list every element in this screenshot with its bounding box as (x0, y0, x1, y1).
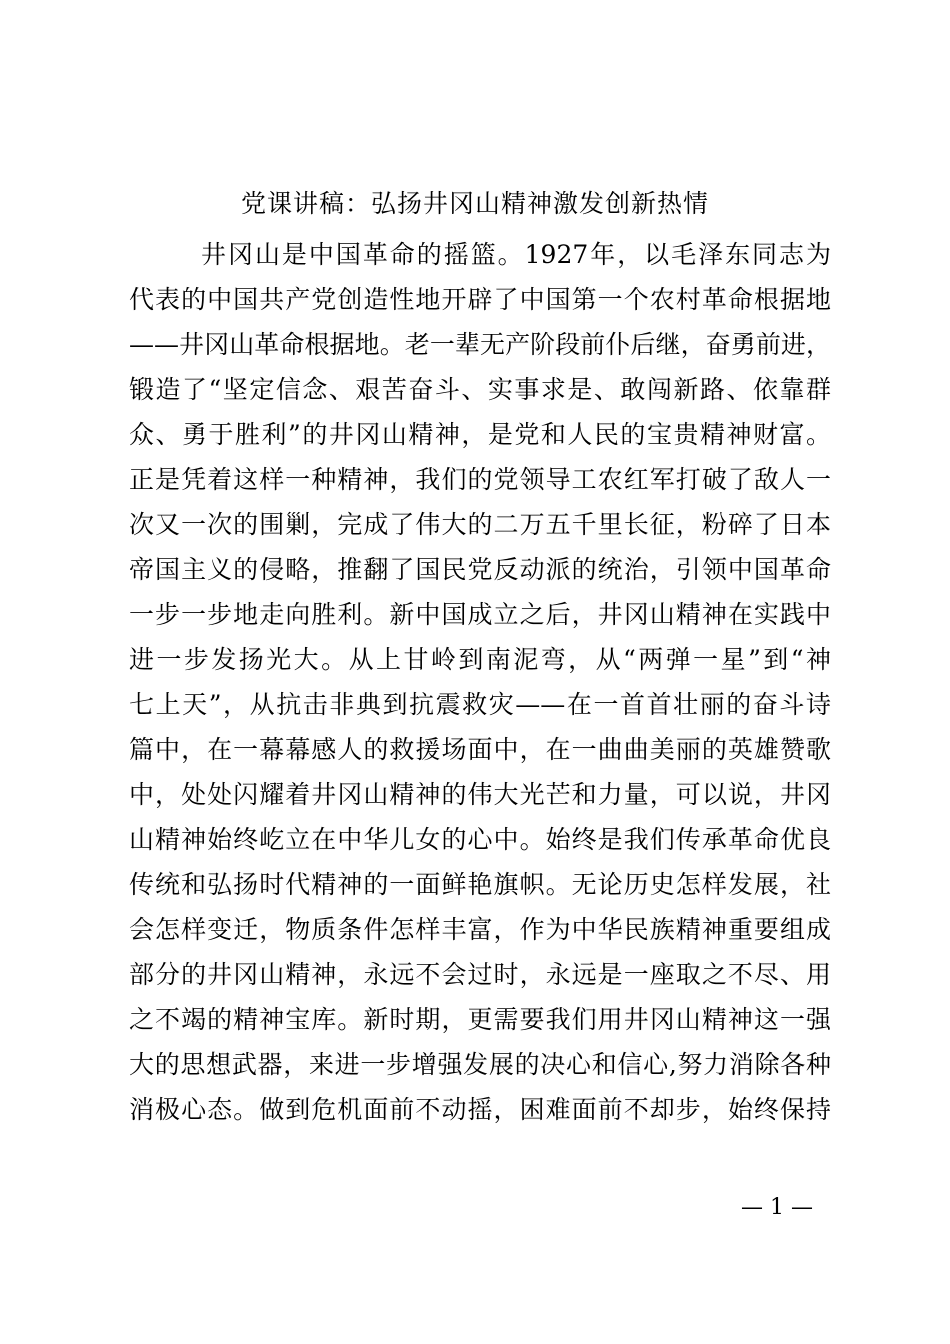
page-number: — 1 — (741, 1195, 813, 1220)
text-line: 传统和弘扬时代精神的一面鲜艳旗帜。无论历史怎样发展，社 (129, 870, 831, 899)
text-line: 消极心态。做到危机面前不动摇，困难面前不却步，始终保持 (129, 1095, 831, 1124)
text-line: 进一步发扬光大。从上甘岭到南泥弯，从“两弹一星”到“神 (129, 645, 831, 674)
text-line: 井冈山是中国革命的摇篮。1927年，以毛泽东同志为 (201, 240, 831, 269)
text-line: 众、勇于胜利”的井冈山精神，是党和人民的宝贵精神财富。 (129, 420, 831, 449)
body-text (129, 232, 831, 1132)
text-line: 中，处处闪耀着井冈山精神的伟大光芒和力量，可以说，井冈 (129, 780, 831, 809)
page-title: 党课讲稿：弘扬井冈山精神激发创新热情 (240, 189, 709, 218)
text-line: 正是凭着这样一种精神，我们的党领导工农红军打破了敌人一 (129, 465, 831, 494)
text-line: 大的思想武器，来进一步增强发展的决心和信心,努力消除各种 (129, 1050, 831, 1079)
text-line: 会怎样变迁，物质条件怎样丰富，作为中华民族精神重要组成 (129, 915, 831, 944)
text-line: 山精神始终屹立在中华儿女的心中。始终是我们传承革命优良 (129, 825, 831, 854)
text-line: 锻造了“坚定信念、艰苦奋斗、实事求是、敢闯新路、依靠群 (129, 375, 831, 404)
text-line: 部分的井冈山精神，永远不会过时，永远是一座取之不尽、用 (129, 960, 831, 989)
text-line: 次又一次的围剿，完成了伟大的二万五千里长征，粉碎了日本 (129, 510, 831, 539)
text-line: 七上天”，从抗击非典到抗震救灾——在一首首壮丽的奋斗诗 (129, 690, 831, 719)
text-line: ——井冈山革命根据地。老一辈无产阶段前仆后继，奋勇前进， (129, 330, 831, 359)
text-line: 篇中，在一幕幕感人的救援场面中，在一曲曲美丽的英雄赞歌 (129, 735, 831, 764)
text-line: 代表的中国共产党创造性地开辟了中国第一个农村革命根据地 (129, 285, 831, 314)
text-line: 一步一步地走向胜利。新中国成立之后，井冈山精神在实践中 (129, 600, 831, 629)
text-line: 之不竭的精神宝库。新时期，更需要我们用井冈山精神这一强 (129, 1005, 831, 1034)
text-line: 帝国主义的侵略，推翻了国民党反动派的统治，引领中国革命 (129, 555, 831, 584)
